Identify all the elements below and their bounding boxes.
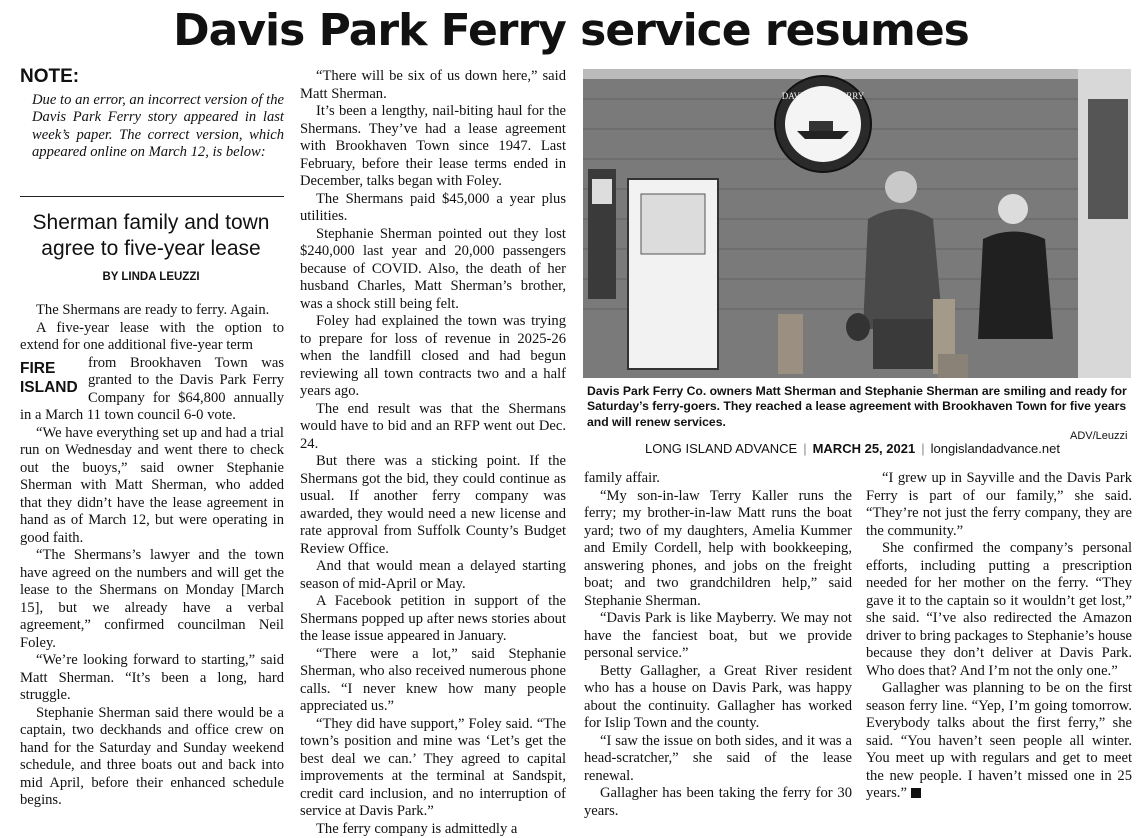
note-body: Due to an error, an incorrect version of the Davis Park Ferry story appeared in last week’s paper. The correct version, which appeared online on March 12, is below: [20,92,284,162]
paragraph: family affair. [584,470,852,488]
footer-paper: LONG ISLAND ADVANCE [645,441,797,456]
paragraph: “We’re looking forward to starting,” said Matt Sherman. “It’s been a long, hard struggle. [20,652,284,705]
ferry-owners-photo [583,69,1131,378]
paragraph: “There will be six of us down here,” said Matt Sherman. [300,68,566,103]
footer-site: longislandadvance.net [931,441,1060,456]
paragraph: The ferry company is admittedly a [300,821,566,838]
column-3-text [584,470,852,820]
paragraph: “My son-in-law Terry Kaller runs the ferry; my brother-in-law Matt runs the boat yard; two of my daughters, Amelia Kummer and Emily Cordell, help with bookkeeping, answering phones, and jobs on the freight boat; and two grandchildren help,” said Stephanie Sherman. [584,488,852,611]
paragraph: “There were a lot,” said Stephanie Sherman, who also received numerous phone calls. “I never knew how many people appreciated us.” [300,646,566,716]
photo-caption: Davis Park Ferry Co. owners Matt Sherman and Stephanie Sherman are smiling and ready for Saturday’s ferry-goers. They reached a lease agreement with Brookhaven Town for five years and will renew services. [587,384,1127,430]
photo-credit: ADV/Leuzzi [1070,430,1127,442]
paragraph: “We have everything set up and had a trial run on Wednesday and went there to check out the buoys,” said owner Stephanie Sherman with Matt Sherman, who added that they didn’t have the lease agreement in hand as of March 12, but were operating in good faith. [20,425,284,548]
paragraph: Stephanie Sherman pointed out they lost $240,000 last year and 20,000 passengers because of COVID. Also, the death of her husband Charles, Matt Sherman’s brother, was a shock still being felt. [300,226,566,314]
paragraph-text: Gallagher was planning to be on the first season ferry line. “Yep, I’m going tomorrow. Everybody talks about the first ferry,” she said. “You haven’t seen people all winter. You meet up with regulars and get to meet the new people. I haven’t missed one in 25 years.” [866,680,1132,801]
subhead-line-1: Sherman family and town [20,210,282,236]
story-subhead [20,210,282,262]
footer-date: MARCH 25, 2021 [813,441,916,456]
page-footer [645,441,1060,456]
note-box [20,68,284,162]
dateline-line-2: ISLAND [20,378,84,397]
paragraph [866,680,1132,803]
sign-est: EST. 1947 [810,155,835,161]
photo-illustration [583,69,1131,378]
footer-separator: | [921,441,924,456]
paragraph: “I grew up in Sayville and the Davis Park Ferry is part of our family,” she said. “They’re not just the ferry company, they are the community.” [866,470,1132,540]
note-title: NOTE: [20,68,284,86]
paragraph: “They did have support,” Foley said. “The town’s position and mine was ‘Let’s get the best deal we can.’ They agreed to capital improvements at the terminal at Sandspit, credit card inclusion, and no interruption of service at Davis Park.” [300,716,566,821]
paragraph: The Shermans are ready to ferry. Again. [20,302,284,320]
paragraph: It’s been a lengthy, nail-biting haul for the Shermans. They’ve had a lease agreement with Brookhaven Town since 1947. Last February, before their lease terms ended in December, talks began with Foley. [300,103,566,191]
paragraph: Stephanie Sherman said there would be a captain, two deckhands and office crew on hand for the Saturday and Sunday weekend schedule, and three boats out and back into mid April, before their enhanced schedule begins. [20,705,284,810]
headline: Davis Park Ferry service resumes [0,2,1142,60]
paragraph: The end result was that the Shermans would have to bid and an RFP went out Dec. 24. [300,401,566,454]
paragraph: “I saw the issue on both sides, and it was a head-scratcher,” she said of the lease renewal. [584,733,852,786]
dateline-line-1: FIRE [20,359,84,378]
column-4-text [866,470,1132,803]
paragraph: She confirmed the company’s personal efforts, including putting a prescription needed for her mother on the ferry. “They gave it to the captain so it wouldn’t get lost,” she said. “I’ve also redirected the Amazon driver to bring packages to Stephanie’s house because they don’t deliver at Davis Park. Who does that? And I’m not the only one.” [866,540,1132,680]
paragraph: “Davis Park is like Mayberry. We may not have the fanciest boat, but we provide personal service.” [584,610,852,663]
paragraph: Gallagher has been taking the ferry for 30 years. [584,785,852,820]
paragraph: And that would mean a delayed starting season of mid-April or May. [300,558,566,593]
paragraph: A five-year lease with the option to extend for one additional five-year term [20,320,284,355]
end-of-story-mark [911,788,921,798]
paragraph: from Brookhaven Town was granted to the Davis Park Ferry Company for $64,800 annually in a March 11 town council 6-0 vote. [20,355,284,425]
paragraph: “The Shermans’s lawyer and the town have agreed on the numbers and will get the lease to the Shermans on Monday [March 15], but we already have a verbal agreement,” confirmed councilman Neil Foley. [20,547,284,652]
subhead-line-2: agree to five-year lease [20,236,282,262]
dateline [20,359,84,397]
paragraph: A Facebook petition in support of the Shermans popped up after news stories about the lease issue appeared in January. [300,593,566,646]
sign-text: DAVIS PARK FERRY [782,91,865,101]
column-2-text [300,68,566,838]
paragraph: Betty Gallagher, a Great River resident who has a house on Davis Park, was happy about the continuity. Gallagher has worked for Islip Town and the county. [584,663,852,733]
column-1-text [20,302,284,810]
paragraph: Foley had explained the town was trying to prepare for loss of revenue in 2025-26 when the landfill closed and had begun reviewing all town contracts two and a half years ago. [300,313,566,401]
byline: BY LINDA LEUZZI [20,271,282,283]
paragraph: But there was a sticking point. If the Shermans got the bid, they could continue as usual. If another ferry company was awarded, they would need a new license and rate approval from Suffolk County’s Budget Review Office. [300,453,566,558]
paragraph: The Shermans paid $45,000 a year plus utilities. [300,191,566,226]
footer-separator: | [803,441,806,456]
note-divider [20,196,284,197]
